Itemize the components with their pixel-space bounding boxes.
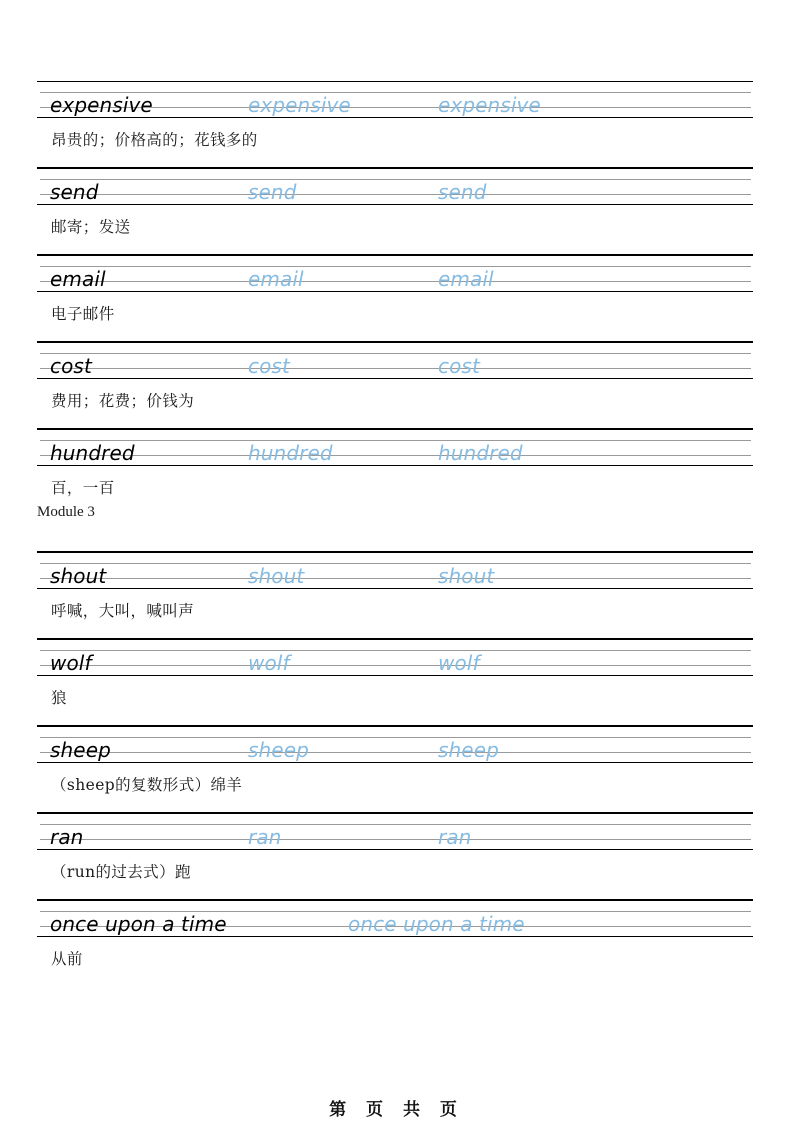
word-row xyxy=(37,640,753,677)
module-heading: Module 3 xyxy=(37,504,95,520)
word-meaning: 百，一百 xyxy=(51,479,115,497)
writing-band xyxy=(37,813,753,850)
word-trace-copy[interactable]: ran xyxy=(438,825,472,849)
word-row xyxy=(37,82,753,119)
word-trace-copy[interactable]: send xyxy=(248,180,297,204)
writing-band xyxy=(37,429,753,466)
word-row xyxy=(37,727,753,764)
word-meaning: 狼 xyxy=(51,689,67,707)
writing-band xyxy=(37,639,753,676)
word-model: hundred xyxy=(50,441,135,465)
writing-band xyxy=(37,168,753,205)
word-trace-copy[interactable]: once upon a time xyxy=(348,912,525,936)
word-trace-copy[interactable]: hundred xyxy=(248,441,333,465)
word-meaning: 从前 xyxy=(51,950,83,968)
word-trace-copy[interactable]: wolf xyxy=(248,651,290,675)
word-row xyxy=(37,814,753,851)
word-trace-copy[interactable]: shout xyxy=(248,564,305,588)
word-trace-copy[interactable]: sheep xyxy=(248,738,309,762)
writing-band xyxy=(37,255,753,292)
writing-band xyxy=(37,900,753,937)
meaning-band xyxy=(37,937,753,987)
meaning-band xyxy=(37,292,753,342)
word-trace-copy[interactable]: email xyxy=(438,267,494,291)
writing-band xyxy=(37,726,753,763)
meaning-band xyxy=(37,850,753,900)
word-model: shout xyxy=(50,564,107,588)
word-model: email xyxy=(50,267,106,291)
vocabulary-sheet xyxy=(37,81,753,987)
word-meaning: （sheep的复数形式）绵羊 xyxy=(51,776,243,794)
word-row xyxy=(37,169,753,206)
meaning-band xyxy=(37,763,753,813)
word-model: sheep xyxy=(50,738,111,762)
word-model: wolf xyxy=(50,651,92,675)
word-model: send xyxy=(50,180,99,204)
word-model: cost xyxy=(50,354,92,378)
word-trace-copy[interactable]: hundred xyxy=(438,441,523,465)
word-row xyxy=(37,553,753,590)
meaning-band xyxy=(37,205,753,255)
word-row xyxy=(37,343,753,380)
writing-band xyxy=(37,552,753,589)
word-trace-copy[interactable]: email xyxy=(248,267,304,291)
meaning-band xyxy=(37,379,753,429)
word-meaning: 费用；花费；价钱为 xyxy=(51,392,195,410)
meaning-band xyxy=(37,118,753,168)
word-trace-copy[interactable]: cost xyxy=(438,354,480,378)
word-row xyxy=(37,256,753,293)
word-trace-copy[interactable]: ran xyxy=(248,825,282,849)
word-model: ran xyxy=(50,825,84,849)
meaning-band xyxy=(37,589,753,639)
word-trace-copy[interactable]: expensive xyxy=(438,93,541,117)
word-meaning: 邮寄；发送 xyxy=(51,218,131,236)
writing-band xyxy=(37,81,753,118)
writing-band xyxy=(37,342,753,379)
word-model: expensive xyxy=(50,93,153,117)
word-meaning: 电子邮件 xyxy=(51,305,115,323)
word-trace-copy[interactable]: expensive xyxy=(248,93,351,117)
word-meaning: 昂贵的；价格高的；花钱多的 xyxy=(51,131,258,149)
page-footer: 第 页 共 页 xyxy=(329,1100,464,1120)
meaning-band xyxy=(37,466,753,552)
word-meaning: 呼喊，大叫，喊叫声 xyxy=(51,602,195,620)
word-trace-copy[interactable]: shout xyxy=(438,564,495,588)
word-trace-copy[interactable]: sheep xyxy=(438,738,499,762)
word-trace-copy[interactable]: wolf xyxy=(438,651,480,675)
word-meaning: （run的过去式）跑 xyxy=(51,863,191,881)
word-row xyxy=(37,430,753,467)
word-trace-copy[interactable]: send xyxy=(438,180,487,204)
word-trace-copy[interactable]: cost xyxy=(248,354,290,378)
meaning-band xyxy=(37,676,753,726)
word-row xyxy=(37,901,753,938)
word-model: once upon a time xyxy=(50,912,227,936)
